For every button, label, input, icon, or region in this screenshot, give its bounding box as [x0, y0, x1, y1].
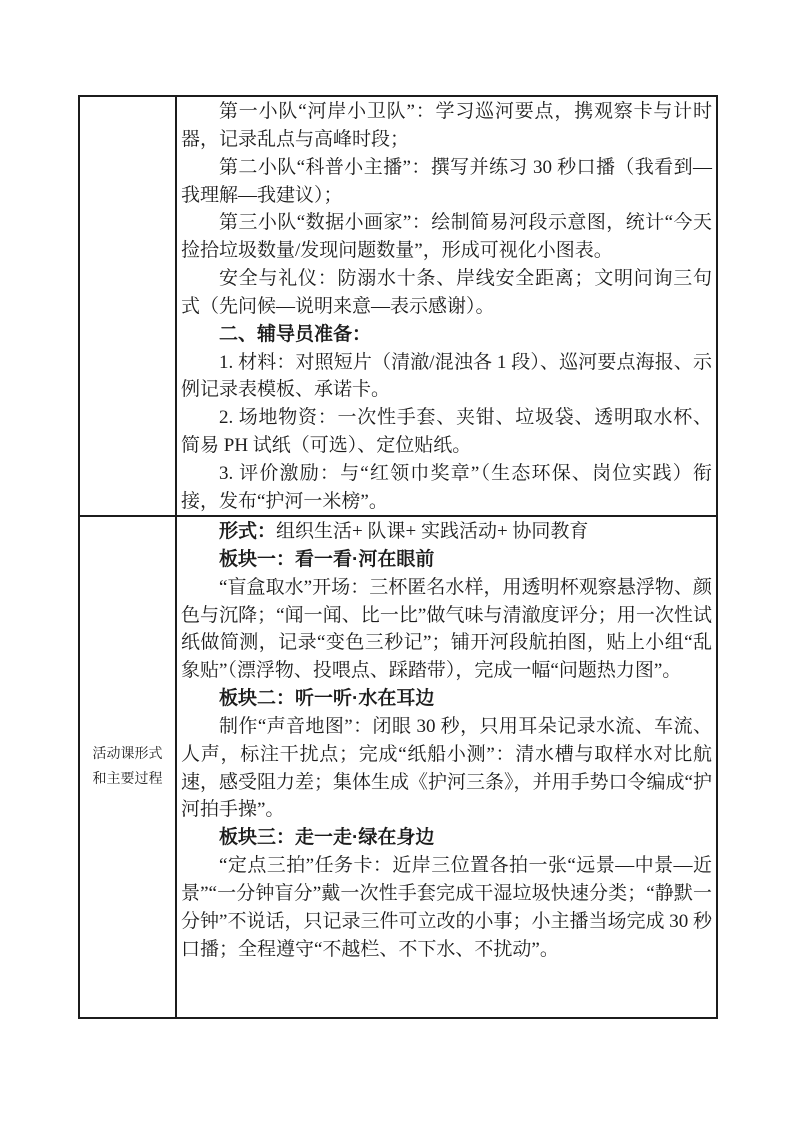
body-paragraph: 第一小队“河岸小卫队”：学习巡河要点，携观察卡与计时器，记录乱点与高峰时段；	[181, 101, 712, 150]
row-content-cell-activity-process	[177, 517, 716, 1017]
body-paragraph: 安全与礼仪：防溺水十条、岸线安全距离；文明问询三句式（先问候—说明来意—表示感谢）。	[181, 268, 712, 317]
row-label-cell-activity-form	[80, 517, 177, 1017]
body-paragraph: “定点三拍”任务卡：近岸三位置各拍一张“远景—中景—近景”“一分钟盲分”戴一次性手套完成干湿垃圾快速分类；“静默一分钟”不说话，只记录三件可立改的小事；小主播当场完成 30 秒口播；全程遵守“不越栏、不下水、不扰动”。	[181, 855, 712, 960]
activity-plan-table	[78, 95, 718, 1019]
section-heading: 二、辅导员准备：	[219, 323, 372, 345]
body-paragraph: 第三小队“数据小画家”：绘制简易河段示意图，统计“今天捡拾垃圾数量/发现问题数量”，形成可视化小图表。	[181, 212, 712, 262]
section-heading: 板块三：走一走·绿在身边	[219, 827, 435, 849]
table-row-activity-process	[80, 515, 716, 1017]
body-paragraph: 制作“声音地图”：闭眼 30 秒，只用耳朵记录水流、车流、人声，标注干扰点；完成“纸船小测”：清水槽与取样水对比航速，感受阻力差；集体生成《护河三条》，并用手势口令编成“护河拍手操”。	[181, 715, 712, 821]
row-label-line: 活动课形式	[92, 747, 163, 762]
body-paragraph: 第二小队“科普小主播”：撰写并练习 30 秒口播（我看到—我理解—我建议）；	[181, 156, 712, 206]
section-heading: 板块一：看一看·河在眼前	[219, 548, 435, 570]
row-label-line: 和主要过程	[92, 772, 163, 787]
body-paragraph: “盲盒取水”开场：三杯匿名水样，用透明杯观察悬浮物、颜色与沉降；“闻一闻、比一比”做气味与清澈度评分；用一次性试纸做简测，记录“变色三秒记”；铺开河段航拍图，贴上小组“乱象贴”（漂浮物、投喂点、踩踏带），完成一幅“问题热力图”。	[181, 576, 712, 682]
section-heading: 板块二：听一听·水在耳边	[219, 688, 435, 710]
row-label-cell-empty	[80, 97, 177, 515]
body-paragraph: 2. 场地物资：一次性手套、夹钳、垃圾袋、透明取水杯、简易 PH 试纸（可选）、定位贴纸。	[181, 407, 712, 457]
body-paragraph: 3. 评价激励：与“红领巾奖章”（生态环保、岗位实践）衔接，发布“护河一米榜”。	[181, 462, 712, 512]
row-content-cell-preparation	[177, 97, 716, 515]
table-row-preparation	[80, 97, 716, 515]
body-paragraph: 形式：组织生活+ 队课+ 实践活动+ 协同教育	[219, 521, 589, 542]
body-paragraph: 1. 材料：对照短片（清澈/混浊各 1 段）、巡河要点海报、示例记录表模板、承诺卡。	[181, 351, 712, 401]
bold-lead-label: 形式：	[219, 521, 277, 542]
